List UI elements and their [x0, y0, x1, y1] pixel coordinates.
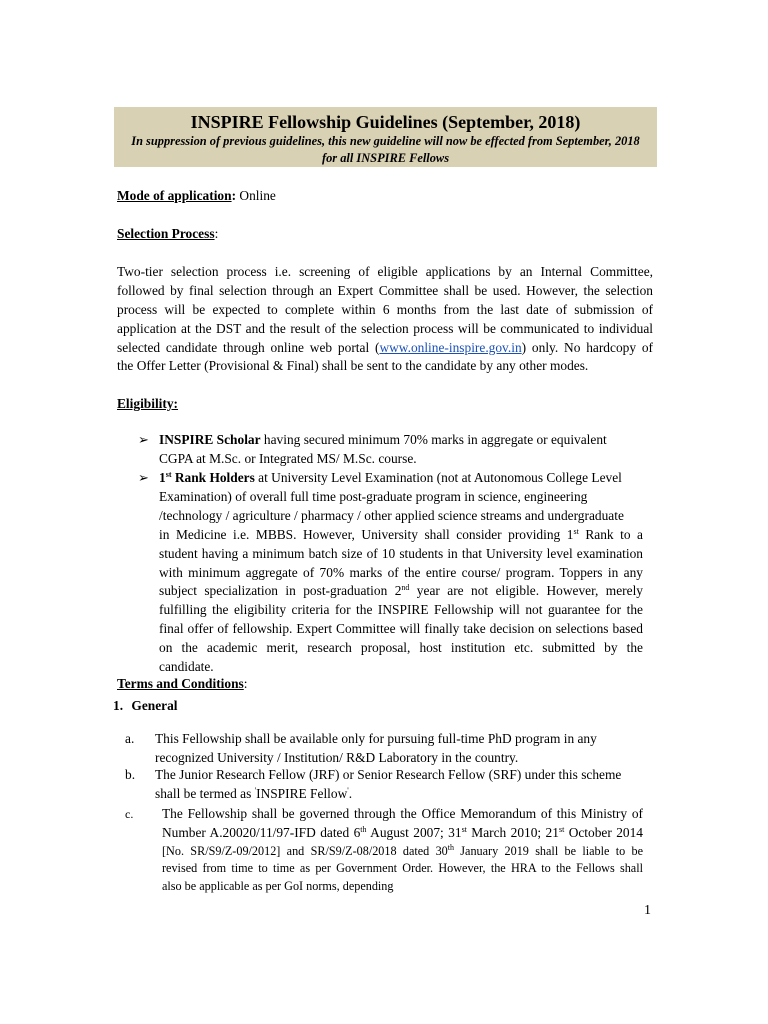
mode-value: Online — [236, 188, 276, 203]
term-item-b: The Junior Research Fellow (JRF) or Senior Research Fellow (SRF) under this scheme shall be termed as 'INSPIRE Fellow'. — [155, 767, 622, 801]
document-title: INSPIRE Fellowship Guidelines (September, 2018) — [190, 112, 581, 132]
list-marker-a: a. — [125, 731, 135, 746]
eligibility-heading: Eligibility: — [117, 396, 179, 411]
page-number: 1 — [644, 903, 651, 918]
term-item-c: The Fellowship shall be governed through the Office Memorandum of this Ministry of Number A.20020/11/97-IFD dated 6th August 2007; 31st March 2010; 21st October 2014 [No. SR/S9/Z-09/2012] and SR/S9/Z-08/2018 dated 30th January 2019 shall be liable to be revised from time to time as per Government Order. However, the HRA to the Fellows shall also be applicable as per GoI norms, depending — [162, 806, 643, 893]
mode-label: Mode of application — [117, 188, 232, 203]
list-marker-b: b. — [125, 767, 136, 782]
document-subtitle: In suppression of previous guidelines, this new guideline will now be effected from September, 2018 for all INSPIRE Fellows — [131, 134, 640, 165]
list-marker-c: c. — [125, 807, 134, 821]
eligibility-item-scholar: INSPIRE Scholar having secured minimum 70% marks in aggregate or equivalent CGPA at M.Sc. or Integrated MS/ M.Sc. course. — [159, 432, 607, 466]
selection-paragraph: Two-tier selection process i.e. screening of eligible applications by an Internal Committee, followed by final selection through an Expert Committee shall be used. However, the selection process will be expected to complete within 6 months from the last date of submission of application at the DST and the result of the selection process will be communicated to individual selected candidate through online web portal (www.online-inspire.gov.in) only. No hardcopy of the Offer Letter (Provisional & Final) shall be sent to the candidate by any other modes. — [117, 264, 653, 374]
section-general: 1. General — [113, 698, 178, 713]
bullet-arrow-icon: ➢ — [138, 470, 149, 485]
title-box — [114, 107, 657, 167]
eligibility-item-rank-holders: 1st Rank Holders at University Level Examination (not at Autonomous College Level Examination) of overall full time post-graduate program in science, engineering /technology / agriculture / pharmacy / other applied science streams and undergraduate in Medicine i.e. MBBS. However, University shall consider providing 1st Rank to a student having a minimum batch size of 10 students in that University level examination with minimum aggregate of 70% marks of the entire course/ program. Toppers in any subject specialization in post-graduation 2nd year are not eligible. However, merely fulfilling the eligibility criteria for the INSPIRE Fellowship will not guarantee for the final offer of fellowship. Expert Committee will finally take decision on selections based on the academic merit, research proposal, host institution etc. submitted by the candidate. — [159, 470, 643, 674]
term-item-a: This Fellowship shall be available only for pursuing full-time PhD program in any recognized University / Institution/ R&D Laboratory in the country. — [155, 731, 597, 765]
mode-of-application: Mode of application: Online — [117, 188, 276, 203]
inspire-portal-link[interactable]: www.online-inspire.gov.in — [379, 339, 522, 355]
terms-heading: Terms and Conditions: — [117, 676, 248, 691]
bullet-arrow-icon: ➢ — [138, 432, 149, 447]
selection-heading: Selection Process: — [117, 226, 219, 241]
